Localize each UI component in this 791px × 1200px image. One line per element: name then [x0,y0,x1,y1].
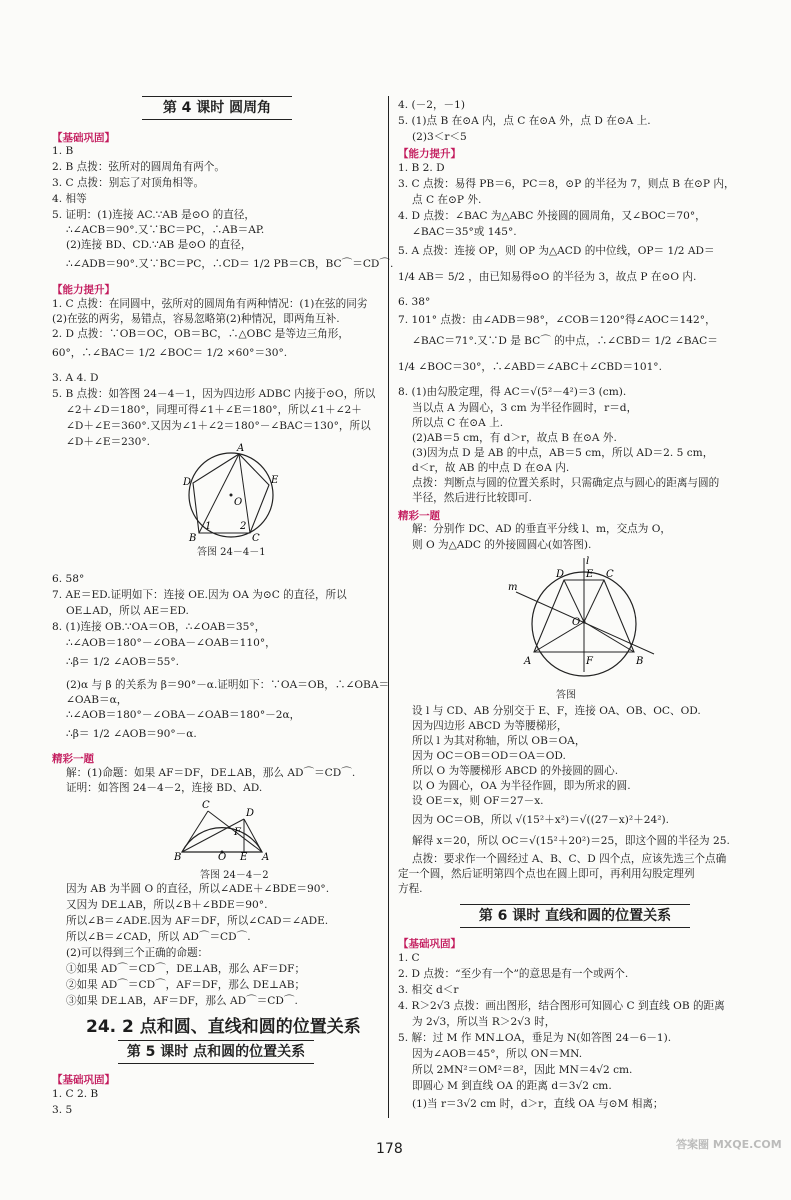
answer-line: 8. (1)连接 OB.∵OA＝OB，∴∠OAB＝35°， [52,621,266,633]
answer-line: 5. (1)点 B 在⊙A 内，点 C 在⊙A 外，点 D 在⊙A 上. [398,115,651,127]
answer-line: 因为 AB 为半圆 O 的直径，所以∠ADE＋∠BDE＝90°. [66,883,330,895]
answer-line: ∠D＋∠E＝230°. [66,436,151,448]
answer-line: 4. D 点拨：∠BAC 为△ABC 外接圆的圆周角，又∠BOC＝70°， [398,210,706,222]
svg-text:O: O [234,497,243,508]
answer-line: 所以∠B＝∠CAD，所以 AD⌒＝CD⌒. [66,931,251,943]
answer-line: 因为 OC＝OB＝OD＝OA＝OD. [412,750,566,762]
answer-line: (3)因为点 D 是 AB 的中点，AB＝5 cm，所以 AD＝2. 5 cm， [412,447,714,459]
answer-line: 设 l 与 CD、AB 分别交于 E、F，连接 OA、OB、OC、OD. [412,705,701,717]
svg-text:O: O [218,852,227,861]
svg-text:B: B [189,533,197,543]
answer-line: 即圆心 M 到直线 OA 的距离 d＝3√2 cm. [412,1080,612,1092]
section-basic: 【基础巩固】 [52,132,115,144]
answer-line: (2)连接 BD、CD.∵AB 是⊙O 的直径， [66,239,252,251]
answer-line: 又因为 DE⊥AB，所以∠B＋∠BDE＝90°. [66,899,268,911]
answer-line: ∴β＝ 1/2 ∠AOB＝55°. [66,656,179,668]
svg-text:B: B [174,852,182,861]
svg-text:E: E [271,475,279,486]
answer-line: 当以点 A 为圆心，3 cm 为半径作圆时，r＝d， [412,402,638,414]
answer-line: (2)3＜r＜5 [412,131,467,143]
answer-line: ∴∠ACB＝90°.又∵BC＝PC，∴AB＝AP. [66,224,265,236]
answer-line: 1. B 2. D [398,162,445,174]
answer-line: ∴∠AOB＝180°－∠OBA－∠OAB＝110°， [66,637,276,649]
answer-line: (2)可以得到三个正确的命题： [66,947,209,959]
svg-text:A: A [524,656,532,667]
svg-text:C: C [606,569,614,580]
answer-line: 4. 相等 [52,193,87,205]
section-ability: 【能力提升】 [52,284,115,296]
answer-line: 5. 证明：(1)连接 AC.∵AB 是⊙O 的直径， [52,209,256,221]
lesson-4-title: 第 4 课时 圆周角 [142,96,292,120]
svg-text:E: E [240,852,248,861]
answer-line: 3. 相交 d＜r [398,984,459,996]
answer-line: 1/4 AB＝ 5/2 ，由已知易得⊙O 的半径为 3，故点 P 在⊙O 内. [398,271,697,283]
answer-line: 所以∠B＝∠ADE.因为 AF＝DF，所以∠CAD＝∠ADE. [66,915,329,927]
answer-line: 设 OE＝x，则 OF＝27－x. [412,795,544,807]
answer-line: 5. A 点拨：连接 OP，则 OP 为△ACD 的中位线，OP＝ 1/2 AD＝ [398,245,715,257]
answer-line: 7. 101° 点拨：由∠ADB＝98°，∠COB＝120°得∠AOC＝142°， [398,314,716,326]
answer-line: 5. 解：过 M 作 MN⊥OA，垂足为 N(如答图 24－6－1). [398,1032,672,1044]
answer-line: ∠OAB＝α， [66,694,128,706]
section-basic: 【基础巩固】 [398,938,461,950]
answer-line: 证明：如答图 24－4－2，连接 BD、AD. [66,782,263,794]
section-wonder: 精彩一题 [52,753,94,765]
answer-line: ∴∠ADB＝90°.又∵BC＝PC，∴CD＝ 1/2 PB＝CB，BC⌒＝CD⌒. [66,258,394,270]
answer-line: 3. A 4. D [52,372,99,384]
answer-line: 解：分别作 DC、AD 的垂直平分线 l、m，交点为 O， [412,523,672,535]
svg-text:A: A [237,443,245,454]
section-basic: 【基础巩固】 [52,1074,115,1086]
answer-line: 1. C [398,952,420,964]
answer-line: 8. (1)由勾股定理，得 AC＝√(5²－4²)＝3 (cm). [398,386,627,398]
svg-text:2: 2 [240,521,247,532]
answer-line: 7. AE＝ED.证明如下：连接 OE.因为 OA 为⊙C 的直径，所以 [52,589,347,601]
svg-text:A: A [262,852,270,861]
figure-24-4-2 [172,797,272,861]
answer-line: 1. C 点拨：在同圆中，弦所对的圆周角有两种情况：(1)在弦的同劣 [52,298,368,310]
figure-caption: 答图 24－4－2 [200,870,269,881]
answer-line: (2)AB＝5 cm，有 d＞r，故点 B 在⊙A 外. [412,432,617,444]
answer-line: 方程. [398,883,423,895]
answer-line: 所以 l 为其对称轴，所以 OB＝OA， [412,735,586,747]
answer-line: 解：(1)命题：如果 AF＝DF，DE⊥AB，那么 AD⌒＝CD⌒. [66,767,356,779]
answer-line: 解得 x＝20，所以 OC＝√(15²＋20²)＝25，即这个圆的半径为 25. [412,835,730,847]
svg-text:1: 1 [205,521,212,532]
answer-line: 因为 OC＝OB，所以 √(15²＋x²)＝√((27－x)²＋24²). [412,814,669,826]
chapter-title: 24. 2 点和圆、直线和圆的位置关系 [86,1017,361,1037]
lesson-5-title: 第 5 课时 点和圆的位置关系 [118,1040,314,1064]
figure-caption: 答图 24－4－1 [197,547,266,558]
answer-line: 所以 O 为等腰梯形 ABCD 的外接圆的圆心. [412,765,619,777]
answer-line: 6. 58° [52,573,85,585]
answer-line: 4. (－2，－1) [398,99,466,111]
answer-line: 所以 2MN²＝OM²＝8²，因此 MN＝4√2 cm. [412,1064,633,1076]
answer-line: 以 O 为圆心，OA 为半径作圆，即为所求的圆. [412,780,631,792]
answer-line: 半径，然后进行比较即可. [412,492,532,504]
answer-line: ∴β＝ 1/2 ∠AOB＝90°－α. [66,728,197,740]
answer-line: 3. C 点拨：易得 PB＝6，PC＝8，⊙P 的半径为 7，则点 B 在⊙P 内， [398,178,735,190]
svg-text:O: O [572,617,581,628]
answer-line: ∠BAC＝35°或 145°. [412,226,517,238]
answer-line: 2. D 点拨：∵OB＝OC，OB＝BC，∴△OBC 是等边三角形， [52,328,349,340]
answer-line: ∠D＋∠E＝360°.又因为∠1＋∠2＝180°－∠BAC＝130°，所以 [66,420,371,432]
answer-line: ①如果 AD⌒＝CD⌒，DE⊥AB，那么 AF＝DF； [66,963,306,975]
answer-line: 1. B [52,145,74,157]
answer-line: 6. 38° [398,296,431,308]
answer-line: 2. D 点拨：“至少有一个”的意思是有一个或两个. [398,968,629,980]
watermark-logo: 答案圈 MXQE.COM [676,1138,782,1151]
answer-line: 所以点 C 在⊙A 上. [412,417,504,429]
answer-line: 为 2√3，所以当 R＞2√3 时， [412,1016,556,1028]
answer-line: 5. B 点拨：如答图 24－4－1，因为四边形 ADBC 内接于⊙O，所以 [52,388,376,400]
answer-line: (2)α 与 β 的关系为 β＝90°－α.证明如下：∵OA＝OB，∴∠OBA＝ [66,679,390,691]
figure-caption: 答图 [556,690,576,701]
answer-line: 因为∠AOB＝45°，所以 ON＝MN. [412,1048,583,1060]
svg-text:F: F [234,827,241,838]
answer-line: d＜r，故 AB 的中点 D 在⊙A 内. [412,462,570,474]
answer-line: 2. B 点拨：弦所对的圆周角有两个。 [52,161,225,173]
figure-trapezoid-circle [506,552,656,682]
answer-line: 则 O 为△ADC 的外接圆圆心(如答图). [412,539,592,551]
svg-text:C: C [202,800,210,811]
page-number: 178 [376,1141,403,1157]
column-divider [388,96,389,1118]
figure-24-4-1 [177,443,287,543]
answer-line: 3. 5 [52,1104,73,1116]
answer-line: OE⊥AD，所以 AE＝ED. [66,605,189,617]
answer-line: 1/4 ∠BOC＝30°，∴∠ABD＝∠ABC＋∠CBD＝101°. [398,361,662,373]
svg-text:B: B [636,656,644,667]
answer-line: 定一个圆，然后证明第四个点也在圆上即可，再利用勾股定理列 [398,868,695,880]
answer-line: (2)在弦的两劣，易错点，容易忽略第(2)种情况，即两角互补. [52,313,340,325]
answer-line: 点拨：要求作一个圆经过 A、B、C、D 四个点，应该先选三个点确 [412,853,727,865]
answer-line: ②如果 AD⌒＝CD⌒，AF＝DF，那么 DE⊥AB； [66,979,306,991]
answer-line: 点 C 在⊙P 外. [412,194,482,206]
svg-text:E: E [586,569,594,580]
svg-text:l: l [586,556,590,567]
answer-line: (1)当 r＝3√2 cm 时，d＞r，直线 OA 与⊙M 相离； [412,1098,664,1110]
answer-line: ∠2＋∠D＝180°，同理可得∠1＋∠E＝180°，所以∠1＋∠2＋ [66,404,362,416]
answer-line: 因为四边形 ABCD 为等腰梯形， [412,720,568,732]
section-wonder: 精彩一题 [398,510,440,522]
svg-text:m: m [508,582,518,593]
answer-line: 4. R＞2√3 点拨：画出图形，结合图形可知圆心 C 到直线 OB 的距离 [398,1000,725,1012]
answer-line: ∠BAC＝71°.又∵D 是 BC⌒ 的中点，∴∠CBD＝ 1/2 ∠BAC＝ [412,335,718,347]
svg-text:F: F [586,656,593,667]
answer-line: ③如果 DE⊥AB，AF＝DF，那么 AD⌒＝CD⌒. [66,995,298,1007]
svg-text:D: D [246,808,255,819]
section-ability: 【能力提升】 [398,148,461,160]
svg-text:C: C [252,533,260,543]
answer-line: 60°，∴∠BAC＝ 1/2 ∠BOC＝ 1/2 ×60°＝30°. [52,347,288,359]
answer-line: 1. C 2. B [52,1088,99,1100]
answer-line: 点拨：判断点与圆的位置关系时，只需确定点与圆心的距离与圆的 [412,477,720,489]
lesson-6-title: 第 6 课时 直线和圆的位置关系 [460,904,690,928]
svg-text:D: D [183,477,192,488]
answer-line: 3. C 点拨：别忘了对顶角相等。 [52,177,205,189]
answer-line: ∴∠AOB＝180°－∠OBA－∠OAB＝180°－2α， [66,709,301,721]
svg-text:D: D [556,569,565,580]
